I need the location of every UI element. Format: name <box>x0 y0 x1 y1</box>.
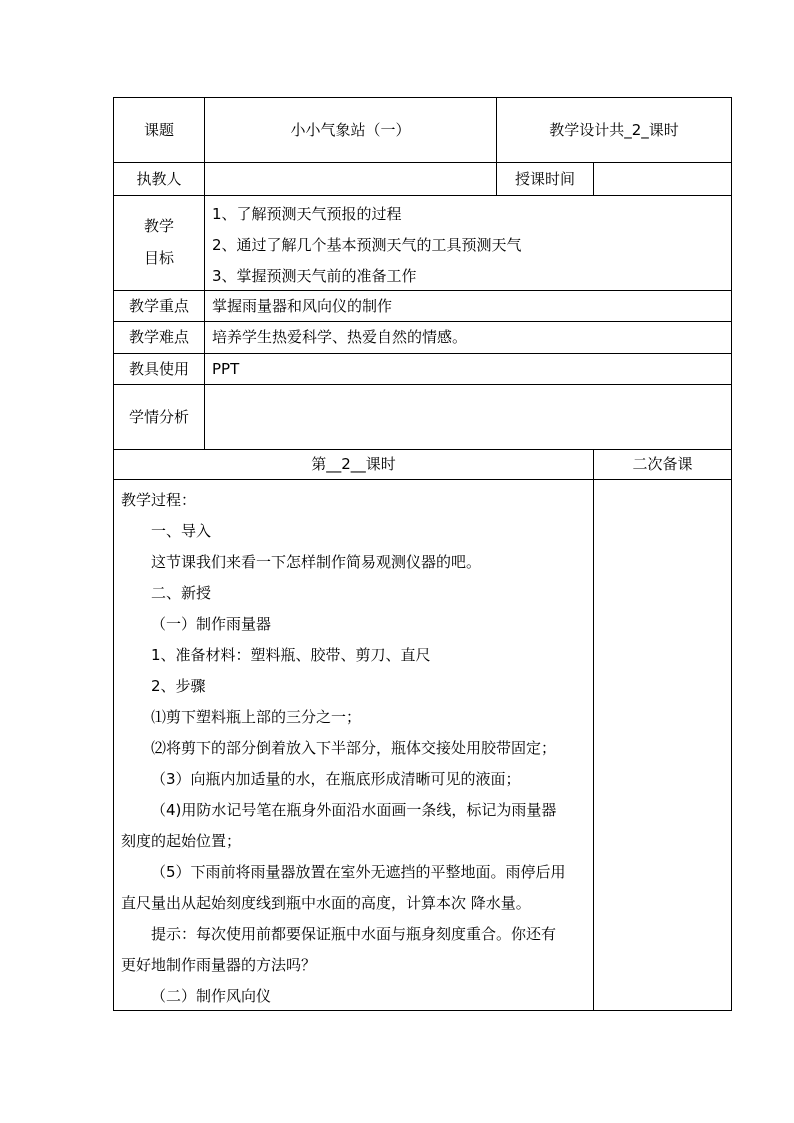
goal-item: 2、通过了解几个基本预测天气的工具预测天气 <box>212 236 522 254</box>
topic-value: 小小气象站（一） <box>290 120 411 139</box>
process-line: （5）下雨前将雨量器放置在室外无遮挡的平整地面。雨停后用 <box>151 863 566 881</box>
goal-item: 1、了解预测天气预报的过程 <box>212 205 402 223</box>
row-divider <box>113 479 732 480</box>
key-points-label: 教学重点 <box>128 296 189 315</box>
process-line: 二、新授 <box>151 584 212 602</box>
table-border-bottom <box>113 1010 732 1011</box>
goals-label-line2: 目标 <box>143 248 174 267</box>
teacher-label: 执教人 <box>136 169 182 188</box>
teacher-value <box>212 163 492 195</box>
process-line: 2、步骤 <box>151 677 206 695</box>
process-line: 教学过程： <box>121 491 197 509</box>
process-line: （二）制作风向仪 <box>151 987 272 1005</box>
analysis-label: 学情分析 <box>128 407 189 426</box>
process-line: （4)用防水记号笔在瓶身外面沿水面画一条线，标记为雨量器 <box>151 801 557 819</box>
prep-column-divider <box>593 449 594 1011</box>
process-line: 提示：每次使用前都要保证瓶中水面与瓶身刻度重合。你还有 <box>151 925 557 943</box>
process-line: ⑵将剪下的部分倒着放入下半部分，瓶体交接处用胶带固定； <box>151 739 557 757</box>
analysis-value <box>212 385 722 449</box>
process-line: 直尺量出从起始刻度线到瓶中水面的高度，计算本次 降水量。 <box>121 894 531 912</box>
tools-value: PPT <box>212 359 240 378</box>
process-line: 更好地制作雨量器的方法吗？ <box>121 956 317 974</box>
process-line: （3）向瓶内加适量的水，在瓶底形成清晰可见的液面； <box>151 770 521 788</box>
process-line: 1、准备材料：塑料瓶、胶带、剪刀、直尺 <box>151 646 431 664</box>
goals-label-line1: 教学 <box>143 216 174 235</box>
time-value <box>600 163 730 195</box>
difficulty-label: 教学难点 <box>128 328 189 346</box>
design-info: 教学设计共_2_课时 <box>549 120 679 139</box>
key-points-value: 掌握雨量器和风向仪的制作 <box>212 296 393 315</box>
time-column-divider <box>593 162 594 196</box>
process-line: 刻度的起始位置； <box>121 832 242 850</box>
process-line: ⑴剪下塑料瓶上部的三分之一； <box>151 708 362 726</box>
process-line: 一、导入 <box>151 522 212 540</box>
tools-label: 教具使用 <box>128 359 189 378</box>
time-label: 授课时间 <box>514 169 575 188</box>
session-title: 第__2__课时 <box>311 455 396 473</box>
second-prep-header: 二次备课 <box>632 455 693 473</box>
topic-label: 课题 <box>143 120 174 139</box>
process-line: （一）制作雨量器 <box>151 615 272 633</box>
table-border-right <box>731 97 732 1011</box>
difficulty-value: 培养学生热爱科学、热爱自然的情感。 <box>212 328 468 346</box>
row-divider <box>113 195 732 196</box>
goal-item: 3、掌握预测天气前的准备工作 <box>212 267 417 285</box>
process-line: 这节课我们来看一下怎样制作简易观测仪器的吧。 <box>151 553 482 571</box>
